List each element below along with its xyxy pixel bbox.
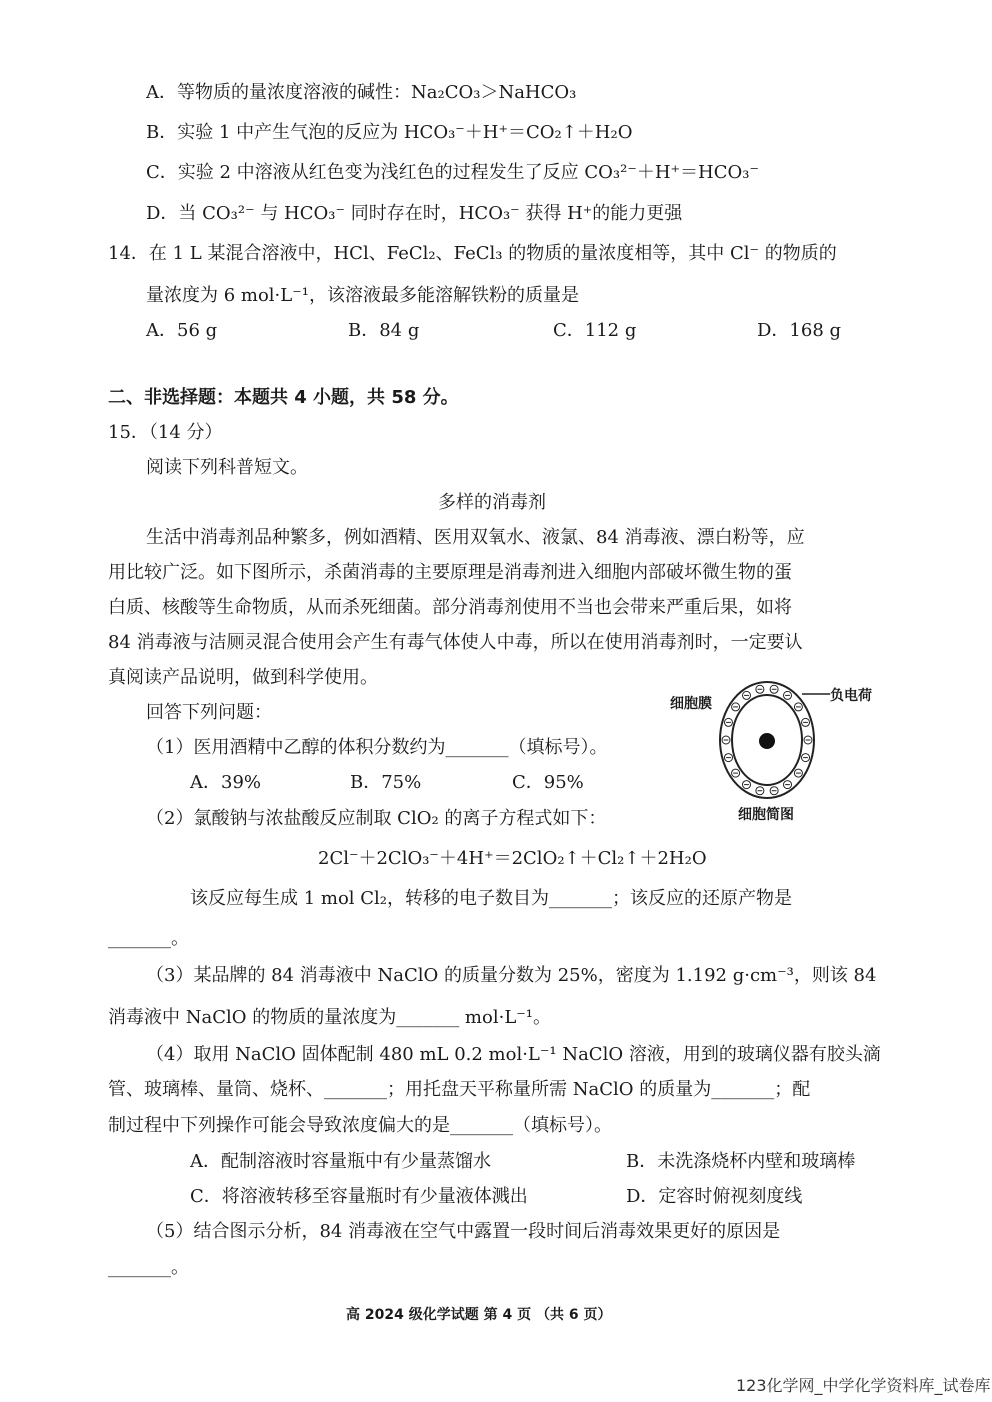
article-paragraph-line: 84 消毒液与洁厕灵混合使用会产生有毒气体使人中毒，所以在使用消毒剂时，一定要认 (108, 632, 803, 653)
article-paragraph-line: 白质、核酸等生命物质，从而杀死细菌。部分消毒剂使用不当也会带来严重后果，如将 (108, 597, 792, 618)
article-title: 多样的消毒剂 (438, 492, 546, 513)
subquestion-1: （1）医用酒精中乙醇的体积分数约为_______（填标号）。 (146, 737, 608, 758)
figure-caption: 细胞简图 (738, 807, 794, 823)
subquestion-2: （2）氯酸钠与浓盐酸反应制取 ClO₂ 的离子方程式如下： (146, 808, 607, 829)
q13-option-d: D．当 CO₃²⁻ 与 HCO₃⁻ 同时存在时，HCO₃⁻ 获得 H⁺的能力更强 (146, 203, 683, 224)
subquestion-5-line2: _______。 (108, 1257, 189, 1278)
q15-intro: 阅读下列科普短文。 (146, 457, 308, 478)
watermark: 123化学网_中学化学资料库_试卷库 (736, 1376, 991, 1395)
charge-pointer-line (800, 687, 832, 701)
negative-charge-label: 负电荷 (830, 688, 872, 704)
subquestion-2-question-line2: _______。 (108, 928, 189, 949)
page-footer: 高 2024 级化学试题 第 4 页 （共 6 页） (346, 1307, 612, 1323)
q14-stem-line1: 14．在 1 L 某混合溶液中，HCl、FeCl₂、FeCl₃ 的物质的量浓度相等，其中 Cl⁻ 的物质的 (108, 243, 837, 264)
q13-option-a: A．等物质的量浓度溶液的碱性：Na₂CO₃＞NaHCO₃ (146, 82, 577, 103)
subquestion-4-line1: （4）取用 NaClO 固体配制 480 mL 0.2 mol·L⁻¹ NaClO 溶液，用到的玻璃仪器有胶头滴 (146, 1044, 881, 1065)
q14-stem-line2: 量浓度为 6 mol·L⁻¹，该溶液最多能溶解铁粉的质量是 (146, 285, 579, 306)
subquestion-4-line3: 制过程中下列操作可能会导致浓度偏大的是_______（填标号）。 (108, 1115, 612, 1136)
subquestion-2-question-line1: 该反应每生成 1 mol Cl₂，转移的电子数目为_______；该反应的还原产物是 (190, 888, 793, 909)
subquestion-4-line2: 管、玻璃棒、量筒、烧杯、_______；用托盘天平称量所需 NaClO 的质量为_______；配 (108, 1079, 811, 1100)
cell-nucleus (759, 733, 775, 749)
subquestion-1-option-c: C．95% (512, 772, 584, 793)
subquestion-1-option-b: B．75% (350, 772, 422, 793)
article-paragraph-line: 用比较广泛。如下图所示，杀菌消毒的主要原理是消毒剂进入细胞内部破坏微生物的蛋 (108, 562, 792, 583)
ionic-equation: 2Cl⁻＋2ClO₃⁻＋4H⁺＝2ClO₂↑＋Cl₂↑＋2H₂O (318, 848, 707, 869)
subquestion-3-line1: （3）某品牌的 84 消毒液中 NaClO 的质量分数为 25%，密度为 1.192 g·cm⁻³，则该 84 (146, 965, 877, 986)
article-paragraph-line: 真阅读产品说明，做到科学使用。 (108, 667, 378, 688)
cell-membrane-label: 细胞膜 (670, 696, 712, 712)
subquestion-5-line1: （5）结合图示分析，84 消毒液在空气中露置一段时间后消毒效果更好的原因是 (146, 1221, 781, 1242)
subquestion-4-option-c: C．将溶液转移至容量瓶时有少量液体溅出 (190, 1186, 528, 1207)
q14-option-d: D．168 g (757, 320, 842, 341)
q15-head: 15．（14 分） (108, 422, 223, 443)
section-heading: 二、非选择题：本题共 4 小题，共 58 分。 (108, 387, 459, 408)
q13-option-b: B．实验 1 中产生气泡的反应为 HCO₃⁻＋H⁺＝CO₂↑＋H₂O (146, 122, 633, 143)
q14-option-b: B．84 g (348, 320, 420, 341)
subquestion-4-option-b: B．未洗涤烧杯内壁和玻璃棒 (626, 1151, 856, 1172)
answer-intro: 回答下列问题： (146, 702, 272, 723)
subquestion-4-option-a: A．配制溶液时容量瓶中有少量蒸馏水 (190, 1151, 491, 1172)
q14-option-a: A．56 g (146, 320, 218, 341)
subquestion-3-line2: 消毒液中 NaClO 的物质的量浓度为_______ mol·L⁻¹。 (108, 1007, 551, 1028)
subquestion-1-option-a: A．39% (190, 772, 262, 793)
q13-option-c: C．实验 2 中溶液从红色变为浅红色的过程发生了反应 CO₃²⁻＋H⁺＝HCO₃⁻ (146, 162, 759, 183)
subquestion-4-option-d: D．定容时俯视刻度线 (626, 1186, 803, 1207)
q14-option-c: C．112 g (553, 320, 637, 341)
article-paragraph-line: 生活中消毒剂品种繁多，例如酒精、医用双氧水、液氯、84 消毒液、漂白粉等，应 (146, 527, 805, 548)
